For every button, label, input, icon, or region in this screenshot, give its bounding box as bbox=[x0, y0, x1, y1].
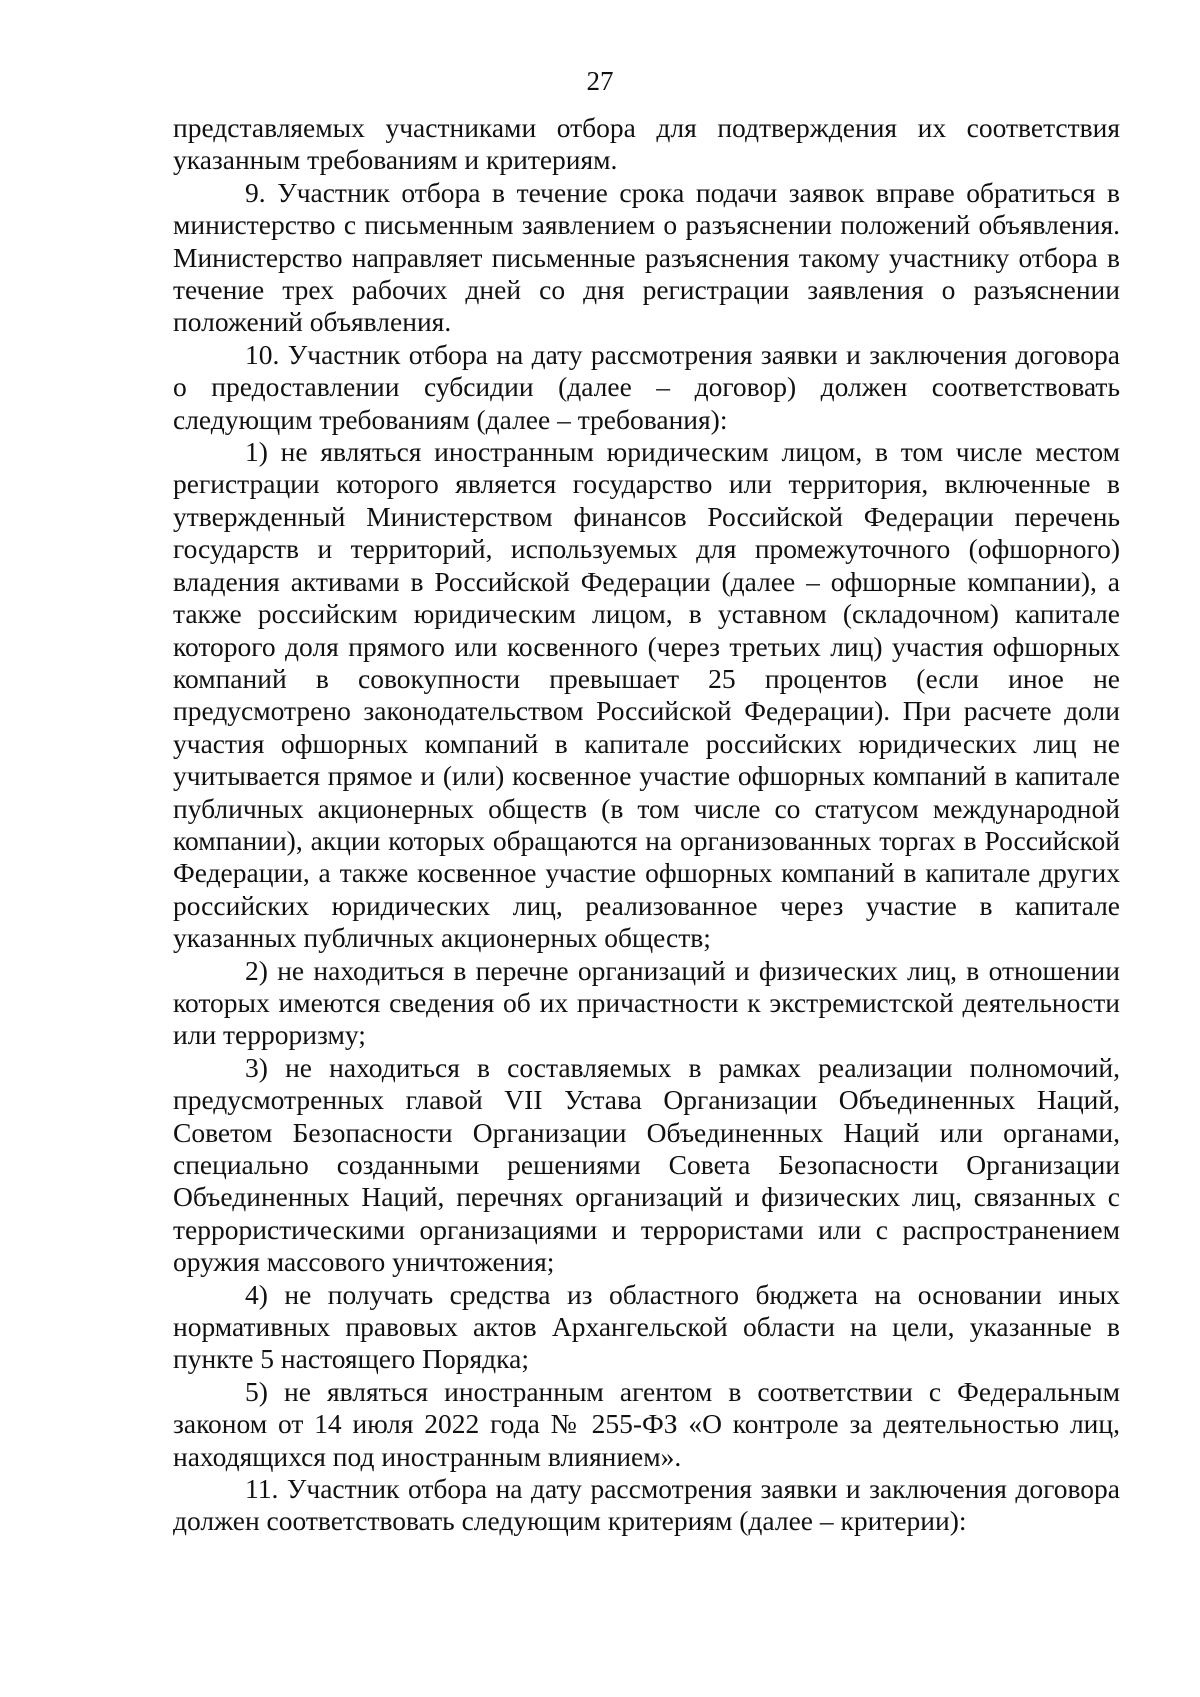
paragraph-continuation: представляемых участниками отбора для подтверждения их соответствия указанным требованиям и критериям. bbox=[173, 112, 1120, 176]
paragraph-item-11: 11. Участник отбора на дату рассмотрения заявки и заключения договора должен соответствовать следующим критериям (далее – критерии): bbox=[173, 1473, 1120, 1537]
paragraph-item-9: 9. Участник отбора в течение срока подачи заявок вправе обратиться в министерство с письменным заявлением о разъяснении положений объявления. Министерство направляет письменные разъяснения такому участнику отбора в течение трех рабочих дней со дня регистрации заявления о разъяснении положений объявления. bbox=[173, 176, 1120, 338]
subitem-3: 3) не находиться в составляемых в рамках реализации полномочий, предусмотренных главой VII Устава Организации Объединенных Наций, Советом Безопасности Организации Объединенных Наций или органами, специально созданными решениями Совета Безопасности Организации Объединенных Наций, перечнях организаций и физических лиц, связанных с террористическими организациями и террористами или с распространением оружия массового уничтожения; bbox=[173, 1051, 1120, 1278]
subitem-5: 5) не являться иностранным агентом в соответствии с Федеральным законом от 14 июля 2022 года № 255-ФЗ «О контроле за деятельностью лиц, находящихся под иностранным влиянием». bbox=[173, 1375, 1120, 1472]
paragraph-item-10: 10. Участник отбора на дату рассмотрения заявки и заключения договора о предоставлении субсидии (далее – договор) должен соответствовать следующим требованиям (далее – требования): bbox=[173, 338, 1120, 435]
subitem-4: 4) не получать средства из областного бюджета на основании иных нормативных правовых актов Архангельской области на цели, указанные в пункте 5 настоящего Порядка; bbox=[173, 1278, 1120, 1375]
document-body bbox=[173, 112, 1120, 1538]
subitem-2: 2) не находиться в перечне организаций и физических лиц, в отношении которых имеются сведения об их причастности к экстремистской деятельности или терроризму; bbox=[173, 954, 1120, 1051]
subitem-1: 1) не являться иностранным юридическим лицом, в том числе местом регистрации которого является государство или территория, включенные в утвержденный Министерством финансов Российской Федерации перечень государств и территорий, используемых для промежуточного (офшорного) владения активами в Российской Федерации (далее – офшорные компании), а также российским юридическим лицом, в уставном (складочном) капитале которого доля прямого или косвенного (через третьих лиц) участия офшорных компаний в совокупности превышает 25 процентов (если иное не предусмотрено законодательством Российской Федерации). При расчете доли участия офшорных компаний в капитале российских юридических лиц не учитывается прямое и (или) косвенное участие офшорных компаний в капитале публичных акционерных обществ (в том числе со статусом международной компании), акции которых обращаются на организованных торгах в Российской Федерации, а также косвенное участие офшорных компаний в капитале других российских юридических лиц, реализованное через участие в капитале указанных публичных акционерных обществ; bbox=[173, 436, 1120, 954]
page-number: 27 bbox=[586, 66, 614, 96]
